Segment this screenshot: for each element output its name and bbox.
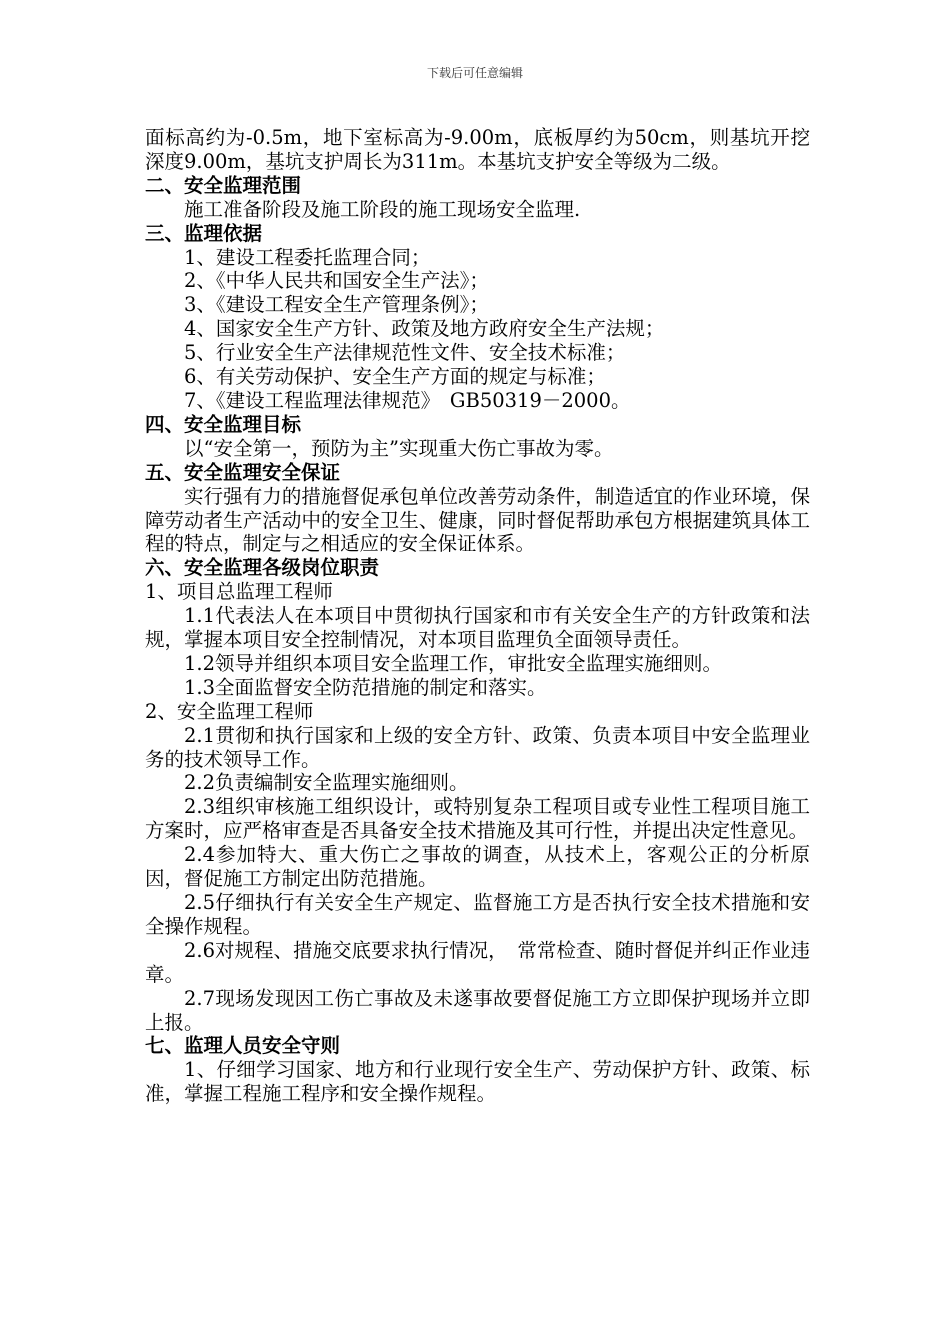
list-item-basis-1: 1、建设工程委托监理合同； [184,245,431,269]
paragraph-guarantee: 实行强有力的措施督促承包单位改善劳动条件，制造适宜的作业环境，保障劳动者生产活动中的安全卫生、健康，同时督促帮助承包方根据建筑具体工程的特点，制定与之相适应的安全保证体系。 [145,484,810,556]
heading-safety-goal: 四、安全监理目标 [145,412,302,436]
heading-responsibilities: 六、安全监理各级岗位职责 [145,556,380,580]
paragraph-duty-2-1: 2.1贯彻和执行国家和上级的安全方针、政策、负责本项目中安全监理业务的技术领导工作。 [145,723,810,771]
paragraph-duty-2-2: 2.2负责编制安全监理实施细则。 [184,771,469,795]
heading-safety-guarantee: 五、安全监理安全保证 [145,460,341,484]
subheading-safety-engineer: 2、安全监理工程师 [145,699,314,723]
list-item-basis-4: 4、国家安全生产方针、政策及地方政府安全生产法规； [184,317,665,341]
paragraph-duty-2-5: 2.5仔细执行有关安全生产规定、监督施工方是否执行安全技术措施和安全操作规程。 [145,891,810,938]
paragraph-goal: 以“安全第一，预防为主”实现重大伤亡事故为零。 [184,436,614,460]
heading-basis: 三、监理依据 [145,221,263,245]
paragraph-duty-2-7: 2.7现场发现因工伤亡事故及未遂事故要督促施工方立即保护现场并立即上报。 [145,986,810,1034]
paragraph-duty-1-1: 1.1代表法人在本项目中贯彻执行国家和市有关安全生产的方针政策和法规，掌握本项目安全控制情况，对本项目监理负全面领导责任。 [145,604,810,652]
paragraph-site-elevation: 面标高约为-0.5m，地下室标高为-9.00m，底板厚约为50cm，则基坑开挖深度9.00m，基坑支护周长为311m。本基坑支护安全等级为二级。 [145,126,810,173]
subheading-chief-engineer: 1、项目总监理工程师 [145,580,333,604]
list-item-basis-5: 5、行业安全生产法律规范性文件、安全技术标准； [184,341,626,365]
list-item-basis-6: 6、有关劳动保护、安全生产方面的规定与标准； [184,365,606,389]
list-item-basis-3: 3、《建设工程安全生产管理条例》； [184,293,489,317]
document-body [145,126,810,1106]
paragraph-rule-1: 1、仔细学习国家、地方和行业现行安全生产、劳动保护方针、政策、标准，掌握工程施工程序和安全操作规程。 [145,1058,810,1106]
heading-safety-rules: 七、监理人员安全守则 [145,1034,341,1058]
header-watermark: 下载后可任意编辑 [426,66,523,80]
list-item-basis-7: 7、《建设工程监理法律规范》 GB50319－2000。 [184,388,631,412]
paragraph-duty-2-4: 2.4参加特大、重大伤亡之事故的调查，从技术上，客观公正的分析原因，督促施工方制定出防范措施。 [145,843,810,891]
paragraph-scope: 施工准备阶段及施工阶段的施工现场安全监理. [184,197,581,221]
list-item-basis-2: 2、《中华人民共和国安全生产法》； [184,269,489,293]
paragraph-duty-1-2: 1.2领导并组织本项目安全监理工作，审批安全监理实施细则。 [184,651,723,675]
heading-safety-scope: 二、安全监理范围 [145,173,302,197]
paragraph-duty-1-3: 1.3全面监督安全防范措施的制定和落实。 [184,675,547,699]
paragraph-duty-2-6: 2.6对规程、措施交底要求执行情况， 常常检查、随时督促并纠正作业违章。 [145,938,810,986]
paragraph-duty-2-3: 2.3组织审核施工组织设计，或特别复杂工程项目或专业性工程项目施工方案时，应严格审查是否具备安全技术措施及其可行性，并提出决定性意见。 [145,795,810,843]
